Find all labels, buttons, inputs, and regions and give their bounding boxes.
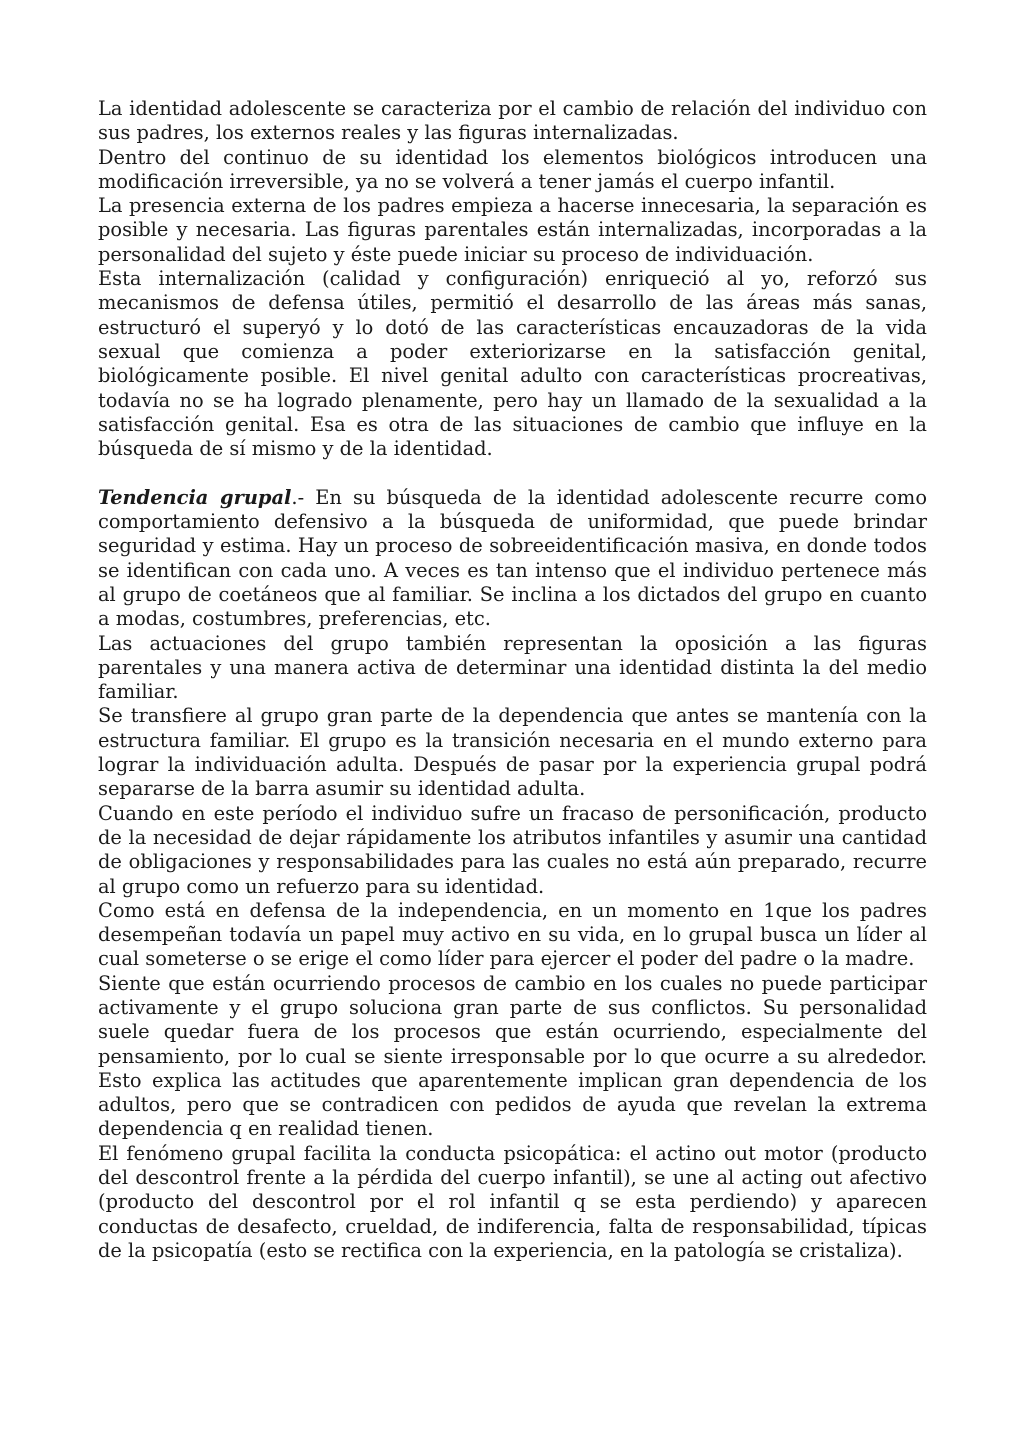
paragraph-identidad-adolescente: La identidad adolescente se caracteriza por el cambio de relación del individuo con sus padres, los externos reales y las figuras internalizadas. [98,97,927,145]
document-page [98,97,927,1263]
paragraph-tendencia-grupal [98,486,927,632]
paragraph-procesos-cambio: Siente que están ocurriendo procesos de cambio en los cuales no puede participar activamente y el grupo soluciona gran parte de sus conflictos. Su personalidad suele quedar fuera de los procesos que están ocurriendo, especialmente del pensamiento, por lo cual se siente irresponsable por lo que ocurre a su alrededor. Esto explica las actitudes que aparentemente implican gran dependencia de los adultos, pero que se contradicen con pedidos de ayuda que revelan la extrema dependencia q en realidad tienen. [98,971,927,1141]
section-heading-suffix: .- [291,485,316,509]
paragraph-transfiere-dependencia: Se transfiere al grupo gran parte de la dependencia que antes se mantenía con la estructura familiar. El grupo es la transición necesaria en el mundo externo para lograr la individuación adulta. Después de pasar por la experiencia grupal podrá separarse de la barra asumir su identidad adulta. [98,704,927,801]
paragraph-elementos-biologicos: Dentro del continuo de su identidad los elementos biológicos introducen una modificación irreversible, ya no se volverá a tener jamás el cuerpo infantil. [98,145,927,193]
paragraph-defensa-independencia: Como está en defensa de la independencia, en un momento en 1que los padres desempeñan todavía un papel muy activo en su vida, en lo grupal busca un líder al cual someterse o se erige el como líder para ejercer el poder del padre o la madre. [98,898,927,971]
section-first-paragraph-text: En su búsqueda de la identidad adolescente recurre como comportamiento defensivo a la búsqueda de uniformidad, que puede brindar seguridad y estima. Hay un proceso de sobreeidentificación masiva, en donde todos se identifican con cada uno. A veces es tan intenso que el individuo pertenece más al grupo de coetáneos que al familiar. Se inclina a los dictados del grupo en cuanto a modas, costumbres, preferencias, etc. [98,485,927,631]
paragraph-presencia-padres: La presencia externa de los padres empieza a hacerse innecesaria, la separación es posible y necesaria. Las figuras parentales están internalizadas, incorporadas a la personalidad del sujeto y éste puede iniciar su proceso de individuación. [98,194,927,266]
section-heading: Tendencia grupal [98,485,292,509]
paragraph-spacer [98,461,927,485]
paragraph-fracaso-personificacion: Cuando en este período el individuo sufre un fracaso de personificación, producto de la necesidad de dejar rápidamente los atributos infantiles y asumir una cantidad de obligaciones y responsabilidades para las cuales no está aún preparado, recurre al grupo como un refuerzo para su identidad. [98,801,927,898]
paragraph-fenomeno-grupal: El fenómeno grupal facilita la conducta psicopática: el actino out motor (producto del descontrol frente a la pérdida del cuerpo infantil), se une al acting out afectivo (producto del descontrol por el rol infantil q se esta perdiendo) y aparecen conductas de desafecto, crueldad, de indiferencia, falta de responsabilidad, típicas de la psicopatía (esto se rectifica con la experiencia, en la patología se cristaliza). [98,1141,927,1262]
paragraph-actuaciones-grupo: Las actuaciones del grupo también representan la oposición a las figuras parentales y una manera activa de determinar una identidad distinta la del medio familiar. [98,631,927,704]
paragraph-internalizacion: Esta internalización (calidad y configuración) enriqueció al yo, reforzó sus mecanismos de defensa útiles, permitió el desarrollo de las áreas más sanas, estructuró el superyó y lo dotó de las características encauzadoras de la vida sexual que comienza a poder exteriorizarse en la satisfacción genital, biológicamente posible. El nivel genital adulto con características procreativas, todavía no se ha logrado plenamente, pero hay un llamado de la sexualidad a la satisfacción genital. Esa es otra de las situaciones de cambio que influye en la búsqueda de sí mismo y de la identidad. [98,267,927,461]
